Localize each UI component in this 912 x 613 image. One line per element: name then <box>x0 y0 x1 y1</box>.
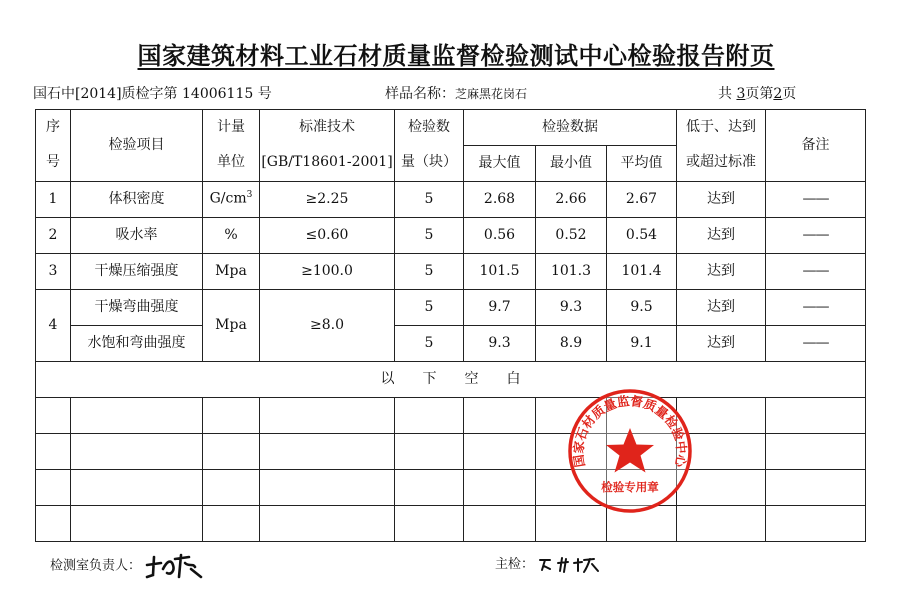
cell-item: 吸水率 <box>71 218 203 254</box>
cell-item: 干燥压缩强度 <box>71 254 203 290</box>
cell-remark: —— <box>766 254 866 290</box>
cell-seq: 3 <box>36 254 71 290</box>
empty-row <box>36 398 866 434</box>
cell-seq: 1 <box>36 182 71 218</box>
header-seq: 序 号 <box>36 110 71 182</box>
cell-count: 5 <box>395 182 464 218</box>
header-max: 最大值 <box>464 146 536 182</box>
cell-remark: —— <box>766 326 866 362</box>
cell-standard: ≥8.0 <box>260 290 395 362</box>
report-number: 国石中[2014]质检字第 14006115 号 <box>33 86 272 102</box>
table-row <box>36 218 866 254</box>
header-item: 检验项目 <box>71 110 203 182</box>
cell-max: 9.7 <box>464 290 536 326</box>
cell-unit: Mpa <box>203 290 260 362</box>
header-remark: 备注 <box>766 110 866 182</box>
sample-name: 芝麻黑花岗石 <box>455 87 528 101</box>
cell-avg: 9.1 <box>607 326 677 362</box>
header-standard: 标准技术 [GB/T18601-2001] <box>260 110 395 182</box>
cell-max: 9.3 <box>464 326 536 362</box>
cell-judgement: 达到 <box>677 218 766 254</box>
empty-row <box>36 434 866 470</box>
cell-min: 2.66 <box>536 182 607 218</box>
header-min: 最小值 <box>536 146 607 182</box>
cell-max: 101.5 <box>464 254 536 290</box>
sample-name-line <box>385 83 527 103</box>
cell-unit: $G/cm^3$ <box>203 182 260 218</box>
empty-row <box>36 506 866 542</box>
cell-remark: —— <box>766 182 866 218</box>
blank-note-row <box>36 362 866 398</box>
cell-judgement: 达到 <box>677 326 766 362</box>
cell-item: 水饱和弯曲强度 <box>71 326 203 362</box>
page-total: 3 <box>736 86 746 102</box>
cell-judgement: 达到 <box>677 290 766 326</box>
table-row <box>36 326 866 362</box>
cell-standard: ≥2.25 <box>260 182 395 218</box>
cell-remark: —— <box>766 218 866 254</box>
cell-judgement: 达到 <box>677 182 766 218</box>
cell-min: 101.3 <box>536 254 607 290</box>
sample-label: 样品名称： <box>385 86 455 102</box>
cell-standard: ≥100.0 <box>260 254 395 290</box>
lab-head-label: 检测室负责人： <box>50 558 142 574</box>
page-current: 2 <box>773 86 783 102</box>
inspector-label: 主检： <box>495 557 535 572</box>
page-mid: 页第 <box>745 86 774 102</box>
table-row <box>36 182 866 218</box>
lab-head-signature-line <box>50 553 205 579</box>
cell-max: 0.56 <box>464 218 536 254</box>
cell-count: 5 <box>395 218 464 254</box>
header-row-1 <box>36 110 866 146</box>
cell-count: 5 <box>395 326 464 362</box>
header-judgement: 低于、达到 或超过标准 <box>677 110 766 182</box>
cell-standard: ≤0.60 <box>260 218 395 254</box>
inspector-signature <box>538 555 608 575</box>
cell-seq: 4 <box>36 290 71 362</box>
seal-bottom-text: 检验专用章 <box>601 480 659 494</box>
seal-arc-text: 国家石材质量监督质量检验中心 <box>570 393 690 469</box>
official-seal <box>567 388 693 514</box>
header-data-group: 检验数据 <box>464 110 677 146</box>
cell-judgement: 达到 <box>677 254 766 290</box>
cell-unit: % <box>203 218 260 254</box>
empty-row <box>36 470 866 506</box>
lab-head-signature <box>145 553 205 579</box>
cell-avg: 0.54 <box>607 218 677 254</box>
cell-count: 5 <box>395 254 464 290</box>
page-suffix: 页 <box>782 86 797 102</box>
inspector-signature-line <box>495 553 608 575</box>
cell-unit: Mpa <box>203 254 260 290</box>
cell-seq: 2 <box>36 218 71 254</box>
header-avg: 平均值 <box>607 146 677 182</box>
table-row <box>36 254 866 290</box>
inspection-table <box>35 109 866 542</box>
cell-avg: 2.67 <box>607 182 677 218</box>
cell-count: 5 <box>395 290 464 326</box>
page-indicator <box>718 83 796 103</box>
report-title: 国家建筑材料工业石材质量监督检验测试中心检验报告附页 <box>137 42 775 70</box>
cell-min: 9.3 <box>536 290 607 326</box>
cell-remark: —— <box>766 290 866 326</box>
header-unit: 计量 单位 <box>203 110 260 182</box>
cell-avg: 101.4 <box>607 254 677 290</box>
blank-note: 以下空白 <box>36 362 866 398</box>
cell-max: 2.68 <box>464 182 536 218</box>
header-count: 检验数 量（块） <box>395 110 464 182</box>
cell-item: 体积密度 <box>71 182 203 218</box>
cell-avg: 9.5 <box>607 290 677 326</box>
table-row <box>36 290 866 326</box>
page-prefix: 共 <box>718 86 732 102</box>
cell-min: 8.9 <box>536 326 607 362</box>
cell-item: 干燥弯曲强度 <box>71 290 203 326</box>
cell-min: 0.52 <box>536 218 607 254</box>
